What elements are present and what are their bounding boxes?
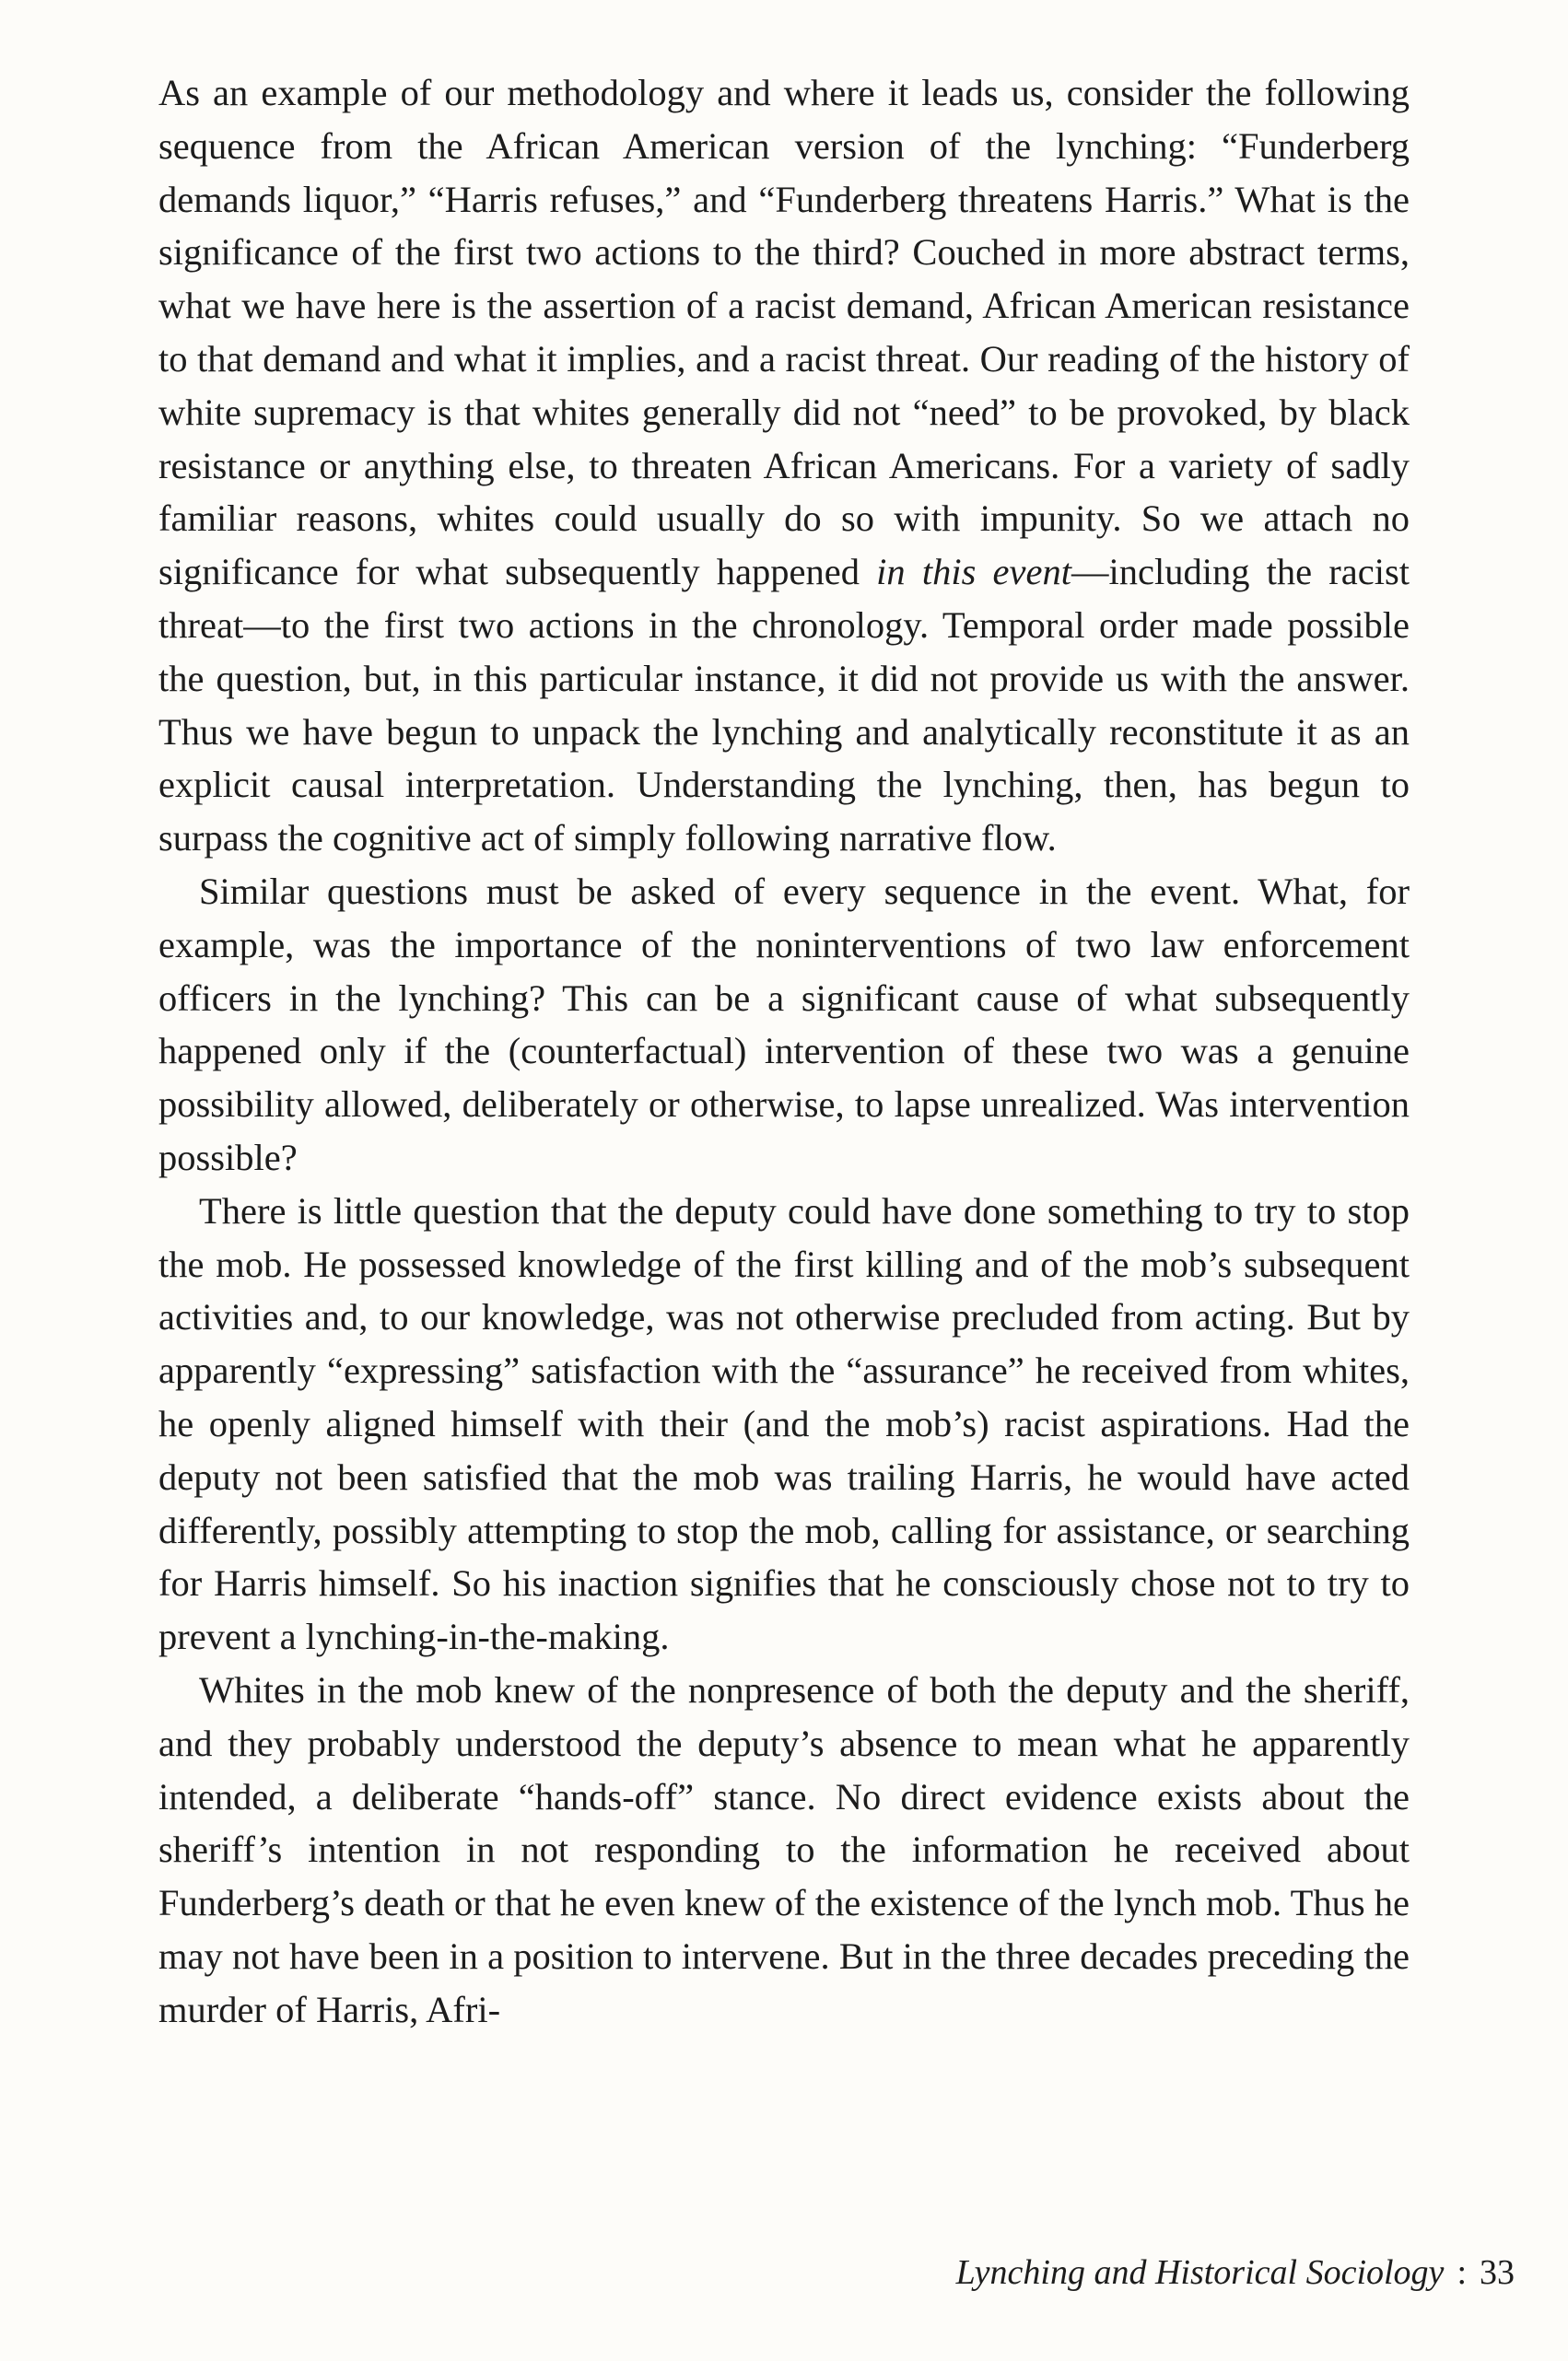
paragraph-1-text-before: As an example of our methodology and where it leads us, consider the following sequence from the African American version of the lynching: “Funderberg demands liquor,” “Harris refuses,” and “Funderberg threatens Harris.” What is the significance of the first two actions to the third? Couched in more abstract terms, what we have here is the assertion of a racist demand, African American resistance to that demand and what it implies, and a racist threat. Our reading of the history of white supremacy is that whites generally did not “need” to be provoked, by black resistance or anything else, to threaten African Americans. For a variety of sadly familiar reasons, whites could usually do so with impunity. So we attach no significance for what subsequently happened	[158, 72, 1410, 593]
page-number: 33	[1480, 2253, 1515, 2292]
paragraph-4: Whites in the mob knew of the nonpresence of both the deputy and the sheriff, and they probably understood the deputy’s absence to mean what he apparently intended, a deliberate “hands-off” stance. No direct evidence exists about the sheriff’s intention in not responding to the information he received about Funderberg’s death or that he even knew of the existence of the lynch mob. Thus he may not have been in a position to intervene. But in the three decades preceding the murder of Harris, Afri-	[158, 1668, 1410, 2030]
page-footer	[956, 2252, 1515, 2293]
footer-separator: :	[1457, 2253, 1467, 2292]
paragraph-1	[158, 66, 1410, 865]
body-text	[158, 66, 1410, 2036]
book-page	[158, 66, 1410, 2332]
running-title: Lynching and Historical Sociology	[955, 2253, 1445, 2292]
paragraph-1-emphasis: in this event	[876, 551, 1071, 593]
paragraph-2: Similar questions must be asked of every sequence in the event. What, for example, was the importance of the noninterventions of two law enforcement officers in the lynching? This can be a significant cause of what subsequently happened only if the (counterfactual) intervention of these two was a genuine possibility allowed, deliberately or otherwise, to lapse unrealized. Was intervention possible?	[158, 870, 1410, 1178]
paragraph-1-text-after: —including the racist threat—to the first two actions in the chronology. Temporal order made possible the question, but, in this particular instance, it did not provide us with the answer. Thus we have begun to unpack the lynching and analytically reconstitute it as an explicit causal interpretation. Understanding the lynching, then, has begun to surpass the cognitive act of simply following narrative flow.	[158, 551, 1410, 859]
paragraph-3: There is little question that the deputy could have done something to try to stop the mob. He possessed knowledge of the first killing and of the mob’s subsequent activities and, to our knowledge, was not otherwise precluded from acting. But by apparently “expressing” satisfaction with the “assurance” he received from whites, he openly aligned himself with their (and the mob’s) racist aspirations. Had the deputy not been satisfied that the mob was trailing Harris, he would have acted differently, possibly attempting to stop the mob, calling for assistance, or searching for Harris himself. So his inaction signifies that he consciously chose not to try to prevent a lynching-in-the-making.	[158, 1189, 1410, 1658]
